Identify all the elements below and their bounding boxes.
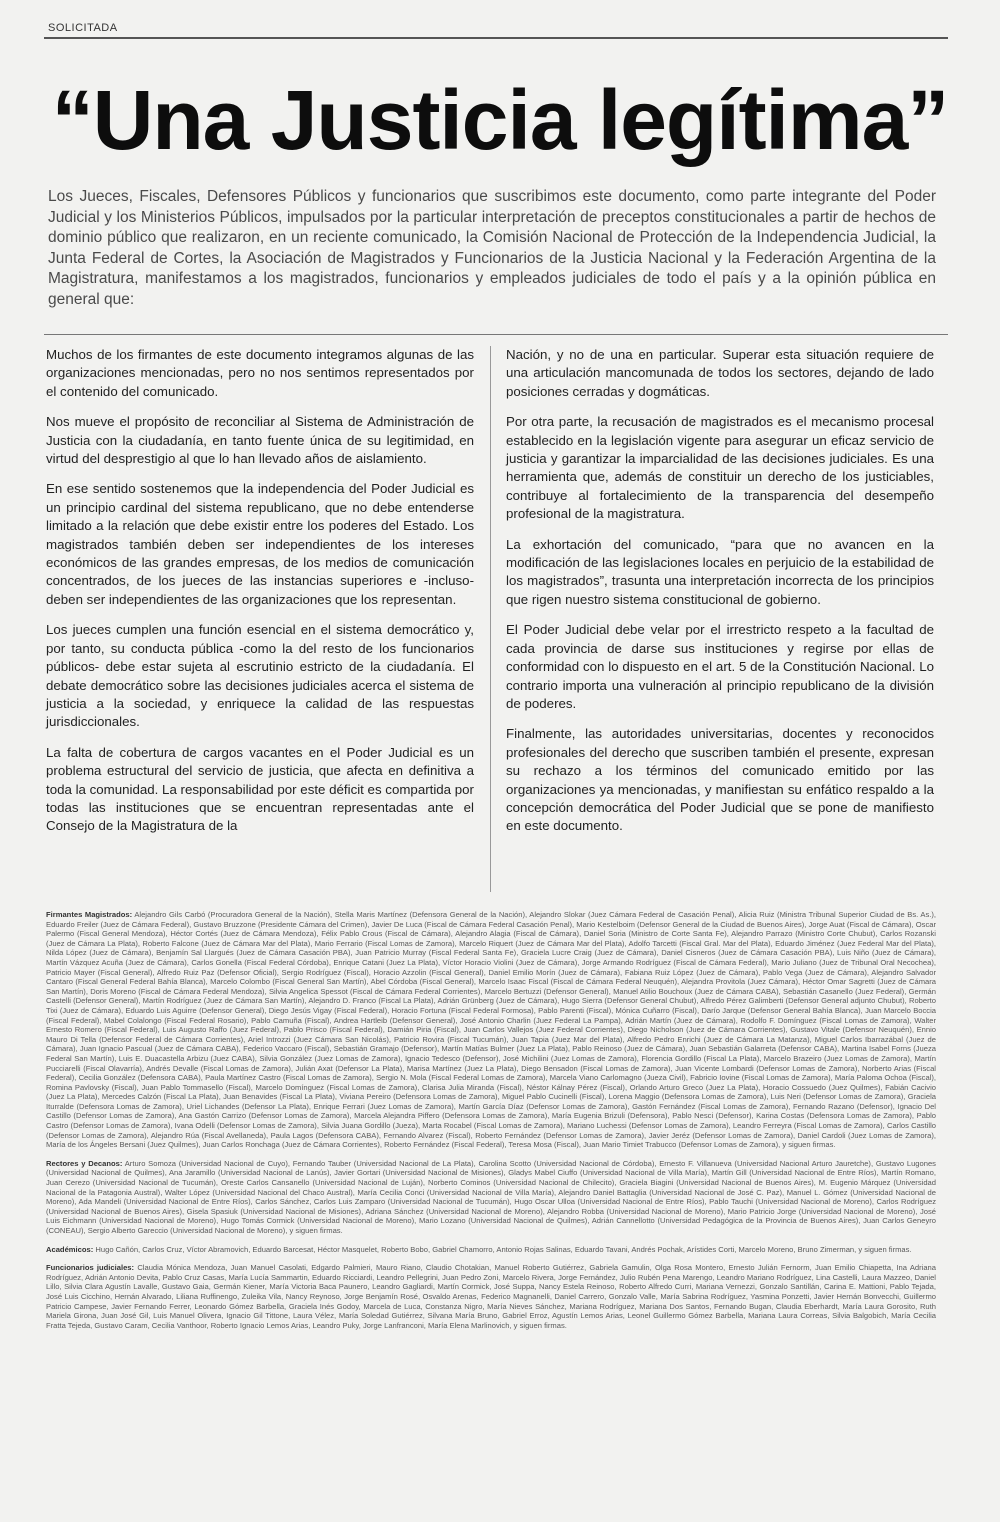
headline: “Una Justicia legítima” [51,73,949,167]
signers-heading: Firmantes Magistrados: [46,910,133,919]
right-paragraph: Nación, y no de una en particular. Superar esta situación requiere de una articulación mancomunada de todos los sectores, dejando de lado posiciones cerradas y dogmáticas. [506,347,934,399]
right-column [506,346,934,848]
right-paragraph: Finalmente, las autoridades universitarias, docentes y reconocidos profesionales del derecho que suscriben también el presente, expresan su rechazo a los términos del comunicado emitido por las organizaciones ya mencionadas, y manifiestan su enfático respaldo a la concepción democrática del Poder Judicial que se pone de manifiesto en este documento. [506,726,934,834]
column-divider [490,346,491,892]
signers-group-rectores [46,1159,936,1236]
section-label: SOLICITADA [48,22,118,34]
intro-paragraph: Los Jueces, Fiscales, Defensores Públicos y funcionarios que suscribimos este documento, como parte integrante del Poder Judicial y los Ministerios Públicos, impulsados por la particular interpretación de preceptos constitucionales a partir de hechos de dominio público que realizaron, en un reciente comunicado, la Comisión Nacional de Protección de la Independencia Judicial, la Junta Federal de Cortes, la Asociación de Magistrados y Funcionarios de la Justicia Nacional y la Federación Argentina de la Magistratura, manifestamos a los magistrados, funcionarios y empleados judiciales de todo el país y a la opinión pública en general que: [48,188,936,308]
right-paragraph: La exhortación del comunicado, “para que no avancen en la modificación de las legislaciones locales en perjuicio de la estabilidad de los magistrados”, trasunta una interpretación incorrecta de los principios que rigen nuestro sistema constitucional de gobierno. [506,536,934,607]
signers-section [46,910,936,1339]
signers-heading: Académicos: [46,1244,94,1254]
intro-divider [44,334,948,335]
signers-heading: Rectores y Decanos: [46,1158,123,1168]
signers-names: Hugo Cañón, Carlos Cruz, Víctor Abramovich, Eduardo Barcesat, Héctor Masquelet, Roberto Bobo, Gabriel Chamorro, Antonio Rojas Salinas, Eduardo Tavani, Andrés Pochak, Arístides Corti, Marcelo Moreno, Bruno Zimerman, y siguen firmas. [95,1244,912,1254]
left-paragraph: En ese sentido sostenemos que la independencia del Poder Judicial es un principio cardinal del sistema republicano, que no debe entenderse limitado a la relación que debe existir entre los poderes del Estado. Los magistrados también deben ser independientes de los intereses económicos de las grandes empresas, de los medios de comunicación concentrados, de los jueces de las instancias superiores e -incluso- deben ser independientes de las organizaciones que los representan. [46,481,474,607]
left-paragraph: Muchos de los firmantes de este documento integramos algunas de las organizaciones mencionadas, pero no nos sentimos representados por el contenido del comunicado. [46,347,474,399]
signers-names: Arturo Somoza (Universidad Nacional de Cuyo), Fernando Tauber (Universidad Nacional de La Plata), Carolina Scotto (Universidad Nacional de Córdoba), Ernesto F. Villanueva (Universidad Nacional Arturo Jauretche), Gustavo Lugones (Universidad Nacional de Quilmes), Ana Jaramillo (Universidad Nacional de Lanús), Javier Gortari (Universidad Nacional de Misiones), Gladys Mabel Ciuffo (Universidad Nacional de Villa María), Martín Gill (Universidad Nacional de Entre Ríos), Martín Romano, Juan Cerezo (Universidad Nacional de Tucumán), Oreste Carlos Cansanello (Universidad Nacional de Luján), Norberto Cominos (Universidad Nacional de Chilecito), Graciela Biagini (Universidad Nacional de Buenos Aires), M. Eugenio Márquez (Universidad Nacional de la Patagonia Austral), Walter López (Universidad Nacional del Chaco Austral), María Cecilia Conci (Universidad Nacional de Villa María), Alejandro Daniel Battaglia (Universidad Nacional de José C. Paz), Manuel L. Gómez (Universidad Nacional de Moreno), Ada Mandeli (Universidad Nacional de Entre Ríos), Carlos Sánchez, Carlos Luis Zamparo (Universidad Nacional de Tucumán), Hugo Oscar Ulloa (Universidad Nacional de Entre Ríos), Pablo Tauchi (Universidad Nacional de Moreno), Carlos Rodríguez (Universidad Nacional de Buenos Aires), Gisela Spasiuk (Universidad Nacional de Misiones), Adriana Sánchez (Universidad Nacional de Moreno), Alejandro Robba (Universidad Nacional de Moreno), Mario Patricio Jorge (Universidad Nacional de Moreno), José Luis Eichmann (Universidad Nacional de Moreno), Hugo Tomás Cormick (Universidad Nacional de Moreno), Mario Lozano (Universidad Nacional de Quilmes), Adrián Cannellotto (Universidad Pedagógica de la Provincia de Buenos Aires), Juan Carlos Geneyro (CONEAU), Sergio Alberto Gareccio (Universidad Nacional de Moreno), y siguen firmas. [46,1158,936,1235]
right-paragraph: Por otra parte, la recusación de magistrados es el mecanismo procesal establecido en la legislación vigente para asegurar un eficaz servicio de justicia y garantizar la imparcialidad de las decisiones judiciales. Es una herramienta que, además de constituir un derecho de los justiciables, contribuye al fortalecimiento de la transparencia del desempeño profesional de la magistratura. [506,414,934,522]
right-paragraph: El Poder Judicial debe velar por el irrestricto respeto a la facultad de cada provincia de darse sus instituciones y regirse por ellas de conformidad con lo dispuesto en el art. 5 de la Constitución Nacional. Lo contrario importa una vulneración al principio republicano de la división de poderes. [506,622,934,711]
signers-heading: Funcionarios judiciales: [46,1263,135,1273]
signers-group-funcionarios [46,1263,936,1330]
signers-names: Alejandro Gils Carbó (Procuradora General de la Nación), Stella Maris Martínez (Defensora General de la Nación), Alejandro Slokar (Juez Cámara Federal de Casación Penal), Alicia Ruiz (Ministra Tribunal Superior Ciudad de Bs. As.), Eduardo Freiler (Juez de Cámara Federal), Gustavo Bruzzone (Presidente Cámara del Crimen), Javier De Luca (Fiscal de Cámara Federal Casación Penal), Mario Kestelboim (Defensor General de la Ciudad de Buenos Aires), Jorge Auat (Fiscal de Cámara), Oscar Palermo (Fiscal General Mendoza), Héctor Cortés (Juez de Cámara Mendoza), Félix Pablo Crous (Fiscal de Cámara), Alejandro Alagia (Fiscal de Cámara), Daniel Soria (Ministro de Corte Santa Fe), Alejandro Parrazo (Ministro Corte Chubut), Carlos Rozanski (Juez de Cámara La Plata), Roberto Falcone (Juez de Cámara Mar del Plata), Mario Ferrario (Fiscal Lomas de Zamora), Marcelo Riquert (Juez de Cámara Mar del Plata), Adolfo Tarcetti (Fiscal Gral. Mar del Plata), Eduardo Jiménez (Juez Federal Mar del Plata), Nilda López (Juez de Cámara), Benjamín Sal Llargués (Juez de Cámara Casación PBA), Juan Patricio Murray (Fiscal Federal Santa Fe), Graciela Lucre Craig (Juez de Cámara), Daniel Cisneros (Juez de Cámara Casación PBA), Luis Niño (Juez de Cámara), Martín Vázquez Acuña (Juez de Cámara), Carlos Gonella (Fiscal Federal Córdoba), Enrique Catani (Juez La Plata), Víctor Horacio Violini (Juez de Cámara), Jorge Armando Rodríguez (Fiscal de Cámara Federal), Mario Juliano (Juez de Tribunal Oral Necochea), Patricio Mayer (Fiscal General), Alfredo Ruiz Paz (Defensor Oficial), Sergio Rodríguez (Fiscal), Horacio Azzolin (Fiscal General), Daniel Emilio Morín (Juez de Cámara), Fabiana Ruiz López (Juez de Cámara), Pablo Vega (Juez de Cámara), Alejandro Salvador Cantaro (Fiscal General Federal Bahía Blanca), Marcelo Colombo (Fiscal General San Martín), Abel Córdoba (Fiscal General), Marcelo Isaac Fiscal (Fiscal de Cámara Federal Neuquén), Alejandra Provitola (Juez Cámara), Héctor Omar Sagretti (Juez de Cámara San Martín), Doris Moreno (Fiscal de Cámara Federal Mendoza), Silvia Angelica Spessot (Fiscal de Cámara Federal Corrientes), Marcelo Bertuzzi (Defensor General), Manuel Atilio Bouchoux (Juez de Cámara CABA), Sebastián Casanello (Juez Federal), Germán Castelli (Defensor General), Martín Rodríguez (Juez de Cámara San Martín), Alejandro D. Franco (Fiscal La Plata), Adrián Grünberg (Juez de Cámara), Hugo Sierra (Defensor General Chubut), Alfredo Pérez Galimberti (Defensor General adjunto Chubut), Roberto Tixi (Juez de Cámara), Eduardo Luis Aguirre (Defensor General), Diego Jesús Vigay (Fiscal Federal), Horacio Fortuna (Fiscal Federal Formosa), Pablo Parenti (Fiscal), Mónica Cuñarro (Fiscal), Darío Jarque (Defensor General Bahía Blanca), Juan Marcelo Boccia (Fiscal Federal), Mabel Colalongo (Fiscal Federal Rosario), Pablo Camuña (Fiscal), Andrea Hartleib (Defensor General), José Antonio Charlin (Juez Federal La Pampa), Adrián Martín (Juez de Cámara), Rodolfo F. Domínguez (Fiscal Lomas de Zamora), Walter Ernesto Romero (Fiscal Federal), Luis Augusto Raffo (Juez Federal), Pablo Prisco (Fiscal Federal), Damián Piria (Fiscal), Juan Carlos Vallejos (Juez Federal Corrientes), Diego Nicholson (Juez de Cámara Corrientes), Gustavo Vitale (Defensor Neuquén), Ennio Mauro Di Tella (Defensor Federal de Cámara Corrientes), Ariel Introzzi (Juez Cámara San Nicolás), Patricio Rovira (Fiscal Tucumán), Juan Tapia (Juez Mar del Plata), Alfredo Pedro Enrichi (Juez de Cámara La Matanza), Miguel Carlos Ibarrazábal (Juez de Cámara), Juan Ignacio Pascual (Juez de Cámara CABA), Federico Vaccaro (Fiscal), Sebastián Gramajo (Defensor), Martín Matías Bulmer (Juez La Plata), Pablo Reinoso (Juez de Cámara), Juan Sebastián Galarreta (Defensor CABA), Martina Isabel Forns (Jueza Federal San Martín), Luis E. Duacastella Arbizu (Juez CABA), Silvia González (Juez Lomas de Zamora), Ignacio Tedesco (Defensor), José Michilini (Juez Lomas de Zamora), Florencia Gordillo (Fiscal La Plata), Marcelo Brazeiro (Juez Lomas de Zamora), Martín Pucciarelli (Fiscal Olavarría), Andrés Devalle (Fiscal Lomas de Zamora), Julián Axat (Defensor La Plata), Marisa Martínez (Juez La Plata), Diego Bensadon (Fiscal Lomas de Zamora), Juan Vicente Lombardi (Defensor Lomas de Zamora), Norberto Arias (Fiscal Federal), Cecilia González (Defensora CABA), Paula Martínez Castro (Fiscal Lomas de Zamora), Sergio N. Mola (Fiscal Federal Lomas de Zamora), Marcela Viano Carlomagno (Jueza Civil), Fabricio Iovine (Fiscal Lomas de Zamora), María Paloma Ochoa (Fiscal), Romina Pavlovsky (Fiscal), Juan Pablo Tommasello (Fiscal), Marcelo Domínguez (Fiscal Lomas de Zamora), Clarisa Julia Miranda (Fiscal), Néstor Kálnay Pérez (Fiscal), Orlando Arturo Greco (Juez La Plata), Horacio Cossuedo (Juez Quilmes), Fabián Cacivio (Juez La Plata), Mercedes Calzón (Fiscal La Plata), Juan Benavides (Fiscal La Plata), Viviana Pereiro (Defensora Lomas de Zamora), Miguel Pablo Cucinelli (Fiscal), Lorena Maggio (Defensora Lomas de Zamora), Luis Neri (Defensor Lomas de Zamora), Graciela Iturralde (Defensora Lomas de Zamora), Uriel Lichandes (Defensor La Plata), Enrique Ferrari (Juez Lomas de Zamora), Martín García Díaz (Defensor Lomas de Zamora), Gastón Fernández (Fiscal Lomas de Zamora), Fernando Razano (Defensor), Ignacio Del Castillo (Defensor Lomas de Zamora), Ana Gastón Carrizo (Defensor Lomas de Zamora), Marcela Alejandra Piffero (Defensora Lomas de Zamora), María Eugenia Brizuli (Defensora), Pablo Nesci (Defensor), Karina Costas (Defensora Lomas de Zamora), Pablo Castro (Defensor Lomas de Zamora), Ivana Odelli (Defensor Lomas de Zamora), Silvia Juana Gordillo (Jueza), Marta Rocabel (Fiscal Lomas de Zamora), Mariano Luchessi (Defensor Lomas de Zamora), Leandro Ferreyra (Fiscal Lomas de Zamora), Carlos Castillo (Defensor Lomas de Zamora), Alejandro Rúa (Fiscal Avellaneda), Paula Lagos (Defensora CABA), Fernando Alvarez (Fiscal), Roberto Fernández (Defensor Lomas de Zamora), Javier Jeréz (Defensor Lomas de Zamora), Daniel Cardoli (Juez Lomas de Zamora), María de los Ángeles Bersani (Juez Quilmes), Juan Carlos Ronchaga (Juez de Cámara Corrientes), Roberto Fernández (Fiscal Federal), Teresa Mosa (Fiscal), Juan Mario Timiet Trabucco (Defensor Lomas de Zamora), y siguen firmas. [46,910,937,1150]
left-paragraph: Los jueces cumplen una función esencial en el sistema democrático y, por tanto, su conducta pública -como la del resto de los funcionarios públicos- debe estar sujeta al escrutinio estricto de la ciudadanía. El debate democrático sobre las decisiones judiciales acerca el sistema de justicia a la sociedad, y enriquece la calidad de las respuestas jurisdiccionales. [46,622,474,730]
signers-group-magistrados [46,910,936,1150]
top-divider [44,37,948,39]
left-paragraph: La falta de cobertura de cargos vacantes en el Poder Judicial es un problema estructural del servicio de justicia, que afecta en definitiva a toda la comunidad. La responsabilidad por este déficit es compartida por todas las instituciones que se encuentran representadas ante el Consejo de la Magistratura de la [46,744,474,834]
signers-names: Claudia Mónica Mendoza, Juan Manuel Casolati, Edgardo Palmieri, Mauro Riano, Claudio Chotakian, Manuel Roberto Gutiérrez, Gabriela Gamulin, Olga Rosa Montero, Ernesto Julián Fernorm, Juan Emilio Chiapetta, Ina Adriana Rodríguez, Adrián Antonio Devita, Pablo Cruz Casas, María Lucía Sammartin, Eduardo Ricciardi, Leandro Pellegrini, Juan Pedro Zoni, Marcelo Rivera, Jorge Fernández, Julio Rubén Pena Marengo, Leandro Mariano Rodríguez, Lina Castelli, Laura Mazzeo, Daniel Lillo, Silvia Clara Agustín Lavalle, Gustavo Gaia, Germán Kiener, María Victoria Baca Paunero, Leandro Gagliardi, Martín Cormick, José Suppa, Nancy Estela Reinoso, Roberto Alfredo Curri, Mariana Vernezzi, Gonzalo Santillán, Carina E. Mattioni, Pablo Tejada, José Luis Cicchino, Hernán Alvarado, Liliana Ruffinengo, Zuleika Vila, Nancy Reynoso, Jorge Benjamín Rosé, Osvaldo Arenas, Federico Magnanelli, Daniel Carrero, Gonzalo Valle, María Sabrina Rodríguez, Yasmina Ponzetti, Javier Hernán Bonvecchi, Guillermo Patricio Campese, Javier Fernando Ferrer, Leonardo Gómez Barbella, Graciela Inés Godoy, Marcela de Luca, Constanza Nigro, María Nieves Sánchez, Mariana Rodríguez, Mariana Dos Santos, Fernando Bugan, Claudia Eberhardt, María Laura Gorosito, Ruth Mariela Girona, Juan José Gil, Luis Manuel Olivera, Ignacio Gil Tittone, Laura Vélez, María Soledad Gutiérrez, Silvana María Bruno, Gabriel Erroz, Agustín Lemos Arias, Leonel Guillermo Gómez Barbella, Mariana Laura Correas, Silvia Balgobich, María Cecilia Fratta Tejeda, Gustavo Caram, Cecilia Vanthoor, Roberto Ignacio Lemos Arias, Leandro Puky, Jorge Lanfranconi, María Elena Marlinovich, y siguen firmas. [46,1263,936,1330]
signers-group-academicos [46,1245,936,1255]
left-paragraph: Nos mueve el propósito de reconciliar al Sistema de Administración de Justicia con la ciudadanía, en tanto fuente única de su legitimidad, en virtud del desprestigio al que lo han llevado años de aislamiento. [46,414,474,467]
left-column [46,346,474,848]
